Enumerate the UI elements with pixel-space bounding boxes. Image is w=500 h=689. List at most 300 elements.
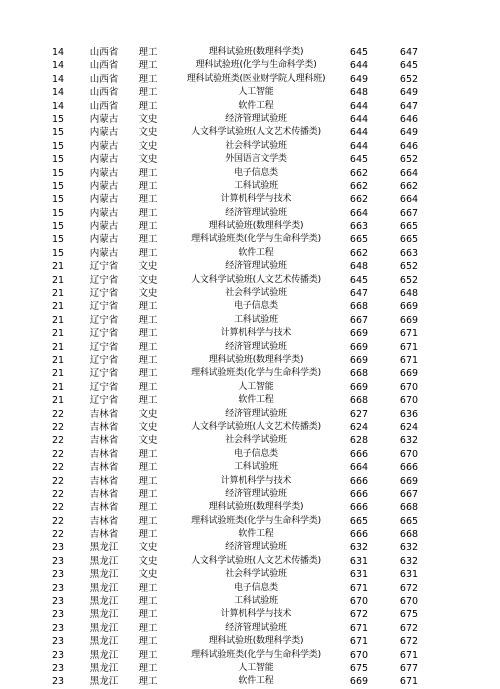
subject-type-cell: 理工 [138,676,158,688]
major-cell: 理科试验班类(化学与生命科学类) [191,234,321,245]
major-cell: 工科试验班 [233,314,278,325]
province-code-cell: 15 [51,167,65,179]
province-code-cell: 23 [51,542,65,554]
table-row [0,113,500,126]
subject-type-cell: 理工 [138,234,158,246]
major-cell: 软件工程 [238,100,274,111]
min-score-cell: 624 [349,421,369,433]
table-row [0,501,500,514]
min-score-cell: 648 [349,87,369,99]
subject-type-cell: 理工 [138,368,158,380]
province-cell: 吉林省 [89,475,119,487]
table-row [0,193,500,206]
table-row [0,207,500,220]
min-score-cell: 669 [349,328,369,340]
province-cell: 黑龙江 [89,609,119,621]
subject-type-cell: 文史 [138,555,158,567]
min-score-cell: 649 [349,73,369,85]
province-cell: 辽宁省 [89,301,119,313]
min-score-cell: 669 [349,341,369,353]
max-score-cell: 632 [399,542,419,554]
table-row [0,408,500,421]
max-score-cell: 671 [399,676,419,688]
max-score-cell: 665 [399,234,419,246]
max-score-cell: 624 [399,421,419,433]
major-cell: 人文科学试验班(人文艺术传播类) [191,127,321,138]
province-cell: 吉林省 [89,529,119,541]
max-score-cell: 668 [399,529,419,541]
province-cell: 辽宁省 [89,328,119,340]
province-cell: 山西省 [89,73,119,85]
province-cell: 黑龙江 [89,582,119,594]
score-table [0,46,500,689]
subject-type-cell: 理工 [138,448,158,460]
province-cell: 内蒙古 [89,167,119,179]
max-score-cell: 672 [399,622,419,634]
table-row [0,394,500,407]
min-score-cell: 662 [349,194,369,206]
major-cell: 经济管理试验班 [225,488,287,499]
min-score-cell: 644 [349,100,369,112]
table-row [0,341,500,354]
table-row [0,260,500,273]
max-score-cell: 671 [399,649,419,661]
subject-type-cell: 理工 [138,475,158,487]
subject-type-cell: 理工 [138,381,158,393]
min-score-cell: 627 [349,408,369,420]
max-score-cell: 669 [399,301,419,313]
major-cell: 人文科学试验班(人文艺术传播类) [191,555,321,566]
min-score-cell: 665 [349,515,369,527]
subject-type-cell: 理工 [138,662,158,674]
province-cell: 辽宁省 [89,314,119,326]
province-cell: 内蒙古 [89,194,119,206]
province-cell: 吉林省 [89,502,119,514]
table-row [0,314,500,327]
province-code-cell: 22 [51,488,65,500]
province-code-cell: 23 [51,569,65,581]
major-cell: 经济管理试验班 [225,261,287,272]
major-cell: 人文科学试验班(人文艺术传播类) [191,274,321,285]
max-score-cell: 652 [399,274,419,286]
min-score-cell: 665 [349,234,369,246]
max-score-cell: 632 [399,555,419,567]
table-row [0,675,500,688]
max-score-cell: 652 [399,261,419,273]
province-code-cell: 21 [51,354,65,366]
min-score-cell: 669 [349,676,369,688]
province-cell: 黑龙江 [89,662,119,674]
major-cell: 理科试验班(化学与生命科学类) [195,60,317,71]
subject-type-cell: 理工 [138,515,158,527]
min-score-cell: 662 [349,180,369,192]
table-row [0,608,500,621]
subject-type-cell: 理工 [138,462,158,474]
province-cell: 内蒙古 [89,127,119,139]
major-cell: 经济管理试验班 [225,408,287,419]
table-row [0,662,500,675]
province-code-cell: 21 [51,274,65,286]
province-cell: 黑龙江 [89,542,119,554]
subject-type-cell: 文史 [138,408,158,420]
major-cell: 经济管理试验班 [225,113,287,124]
province-cell: 吉林省 [89,515,119,527]
min-score-cell: 670 [349,596,369,608]
province-code-cell: 21 [51,328,65,340]
province-cell: 辽宁省 [89,381,119,393]
province-cell: 辽宁省 [89,274,119,286]
subject-type-cell: 文史 [138,435,158,447]
subject-type-cell: 理工 [138,328,158,340]
subject-type-cell: 理工 [138,180,158,192]
province-code-cell: 15 [51,180,65,192]
subject-type-cell: 理工 [138,395,158,407]
major-cell: 外国语言文学类 [225,154,287,165]
max-score-cell: 671 [399,354,419,366]
max-score-cell: 675 [399,609,419,621]
province-code-cell: 21 [51,288,65,300]
min-score-cell: 672 [349,609,369,621]
province-cell: 辽宁省 [89,368,119,380]
table-row [0,59,500,72]
province-cell: 内蒙古 [89,234,119,246]
province-code-cell: 14 [51,100,65,112]
table-row [0,180,500,193]
subject-type-cell: 文史 [138,154,158,166]
province-code-cell: 22 [51,515,65,527]
table-row [0,488,500,501]
min-score-cell: 645 [349,154,369,166]
province-code-cell: 23 [51,596,65,608]
subject-type-cell: 理工 [138,622,158,634]
province-code-cell: 22 [51,435,65,447]
table-row [0,461,500,474]
table-row [0,327,500,340]
subject-type-cell: 文史 [138,113,158,125]
major-cell: 经济管理试验班 [225,207,287,218]
major-cell: 经济管理试验班 [225,341,287,352]
province-code-cell: 21 [51,341,65,353]
major-cell: 理科试验班(数理科学类) [208,502,304,513]
table-row [0,300,500,313]
province-cell: 黑龙江 [89,569,119,581]
max-score-cell: 647 [399,47,419,58]
province-code-cell: 21 [51,395,65,407]
province-code-cell: 23 [51,555,65,567]
province-code-cell: 23 [51,676,65,688]
table-row [0,568,500,581]
province-cell: 内蒙古 [89,113,119,125]
min-score-cell: 666 [349,488,369,500]
table-row [0,595,500,608]
max-score-cell: 647 [399,100,419,112]
max-score-cell: 670 [399,381,419,393]
subject-type-cell: 理工 [138,354,158,366]
table-row [0,140,500,153]
province-cell: 吉林省 [89,421,119,433]
province-code-cell: 15 [51,194,65,206]
table-row [0,46,500,59]
table-row [0,126,500,139]
min-score-cell: 666 [349,502,369,514]
province-cell: 黑龙江 [89,555,119,567]
table-row [0,86,500,99]
min-score-cell: 669 [349,381,369,393]
major-cell: 理科试验班(数理科学类) [208,47,304,57]
major-cell: 计算机科学与技术 [220,475,292,486]
major-cell: 软件工程 [238,529,274,540]
province-code-cell: 15 [51,234,65,246]
max-score-cell: 667 [399,207,419,219]
max-score-cell: 652 [399,73,419,85]
table-row [0,515,500,528]
province-cell: 内蒙古 [89,207,119,219]
max-score-cell: 631 [399,569,419,581]
subject-type-cell: 文史 [138,421,158,433]
major-cell: 电子信息类 [233,448,278,459]
province-code-cell: 22 [51,448,65,460]
table-row [0,582,500,595]
province-cell: 黑龙江 [89,676,119,688]
major-cell: 经济管理试验班 [225,622,287,633]
major-cell: 社会科学试验班 [225,140,287,151]
min-score-cell: 675 [349,662,369,674]
province-code-cell: 14 [51,47,65,58]
min-score-cell: 644 [349,60,369,72]
province-code-cell: 22 [51,529,65,541]
max-score-cell: 667 [399,488,419,500]
province-code-cell: 15 [51,247,65,259]
table-row [0,274,500,287]
major-cell: 社会科学试验班 [225,288,287,299]
subject-type-cell: 理工 [138,221,158,233]
max-score-cell: 646 [399,140,419,152]
table-row [0,635,500,648]
subject-type-cell: 理工 [138,314,158,326]
max-score-cell: 672 [399,636,419,648]
max-score-cell: 646 [399,113,419,125]
table-row [0,434,500,447]
min-score-cell: 628 [349,435,369,447]
table-row [0,100,500,113]
min-score-cell: 666 [349,529,369,541]
province-cell: 吉林省 [89,435,119,447]
subject-type-cell: 理工 [138,596,158,608]
major-cell: 人工智能 [238,87,274,98]
major-cell: 计算机科学与技术 [220,194,292,205]
major-cell: 软件工程 [238,247,274,258]
province-code-cell: 23 [51,649,65,661]
subject-type-cell: 理工 [138,502,158,514]
min-score-cell: 645 [349,274,369,286]
min-score-cell: 668 [349,301,369,313]
subject-type-cell: 理工 [138,87,158,99]
province-code-cell: 22 [51,421,65,433]
subject-type-cell: 文史 [138,569,158,581]
major-cell: 电子信息类 [233,167,278,178]
subject-type-cell: 理工 [138,247,158,259]
max-score-cell: 672 [399,582,419,594]
table-row [0,354,500,367]
major-cell: 人文科学试验班(人文艺术传播类) [191,421,321,432]
max-score-cell: 670 [399,596,419,608]
table-row [0,153,500,166]
table-row [0,367,500,380]
max-score-cell: 665 [399,221,419,233]
subject-type-cell: 理工 [138,488,158,500]
province-cell: 黑龙江 [89,622,119,634]
subject-type-cell: 理工 [138,582,158,594]
max-score-cell: 664 [399,167,419,179]
province-cell: 黑龙江 [89,636,119,648]
table-row [0,381,500,394]
table-row [0,448,500,461]
min-score-cell: 632 [349,542,369,554]
province-cell: 内蒙古 [89,221,119,233]
province-code-cell: 14 [51,60,65,72]
min-score-cell: 664 [349,462,369,474]
province-code-cell: 15 [51,221,65,233]
min-score-cell: 670 [349,649,369,661]
province-code-cell: 22 [51,408,65,420]
subject-type-cell: 理工 [138,529,158,541]
province-code-cell: 21 [51,368,65,380]
max-score-cell: 666 [399,462,419,474]
min-score-cell: 644 [349,113,369,125]
province-cell: 吉林省 [89,462,119,474]
max-score-cell: 670 [399,395,419,407]
min-score-cell: 663 [349,221,369,233]
province-code-cell: 15 [51,207,65,219]
max-score-cell: 663 [399,247,419,259]
subject-type-cell: 理工 [138,609,158,621]
max-score-cell: 662 [399,180,419,192]
subject-type-cell: 文史 [138,140,158,152]
province-cell: 辽宁省 [89,288,119,300]
min-score-cell: 666 [349,475,369,487]
max-score-cell: 636 [399,408,419,420]
subject-type-cell: 文史 [138,542,158,554]
province-cell: 辽宁省 [89,395,119,407]
min-score-cell: 645 [349,47,369,58]
min-score-cell: 662 [349,247,369,259]
table-row [0,555,500,568]
province-code-cell: 23 [51,662,65,674]
subject-type-cell: 理工 [138,649,158,661]
province-code-cell: 22 [51,502,65,514]
table-row [0,167,500,180]
table-row [0,247,500,260]
table-row [0,622,500,635]
subject-type-cell: 文史 [138,127,158,139]
province-code-cell: 21 [51,314,65,326]
table-row [0,475,500,488]
min-score-cell: 671 [349,582,369,594]
max-score-cell: 649 [399,87,419,99]
province-cell: 内蒙古 [89,154,119,166]
province-code-cell: 23 [51,636,65,648]
min-score-cell: 666 [349,448,369,460]
province-code-cell: 14 [51,73,65,85]
subject-type-cell: 理工 [138,47,158,58]
major-cell: 计算机科学与技术 [220,609,292,620]
province-cell: 内蒙古 [89,180,119,192]
min-score-cell: 664 [349,207,369,219]
province-cell: 辽宁省 [89,354,119,366]
subject-type-cell: 理工 [138,194,158,206]
major-cell: 软件工程 [238,395,274,406]
province-cell: 内蒙古 [89,247,119,259]
major-cell: 理科试验班类(化学与生命科学类) [191,368,321,379]
major-cell: 计算机科学与技术 [220,328,292,339]
major-cell: 软件工程 [238,676,274,687]
subject-type-cell: 理工 [138,60,158,72]
province-cell: 吉林省 [89,488,119,500]
min-score-cell: 631 [349,555,369,567]
province-code-cell: 21 [51,301,65,313]
province-cell: 辽宁省 [89,341,119,353]
province-cell: 山西省 [89,47,119,58]
subject-type-cell: 理工 [138,73,158,85]
table-row [0,649,500,662]
min-score-cell: 662 [349,167,369,179]
table-body [0,46,500,689]
province-code-cell: 15 [51,113,65,125]
max-score-cell: 645 [399,60,419,72]
max-score-cell: 648 [399,288,419,300]
major-cell: 电子信息类 [233,582,278,593]
major-cell: 人工智能 [238,662,274,673]
major-cell: 社会科学试验班 [225,569,287,580]
min-score-cell: 644 [349,140,369,152]
major-cell: 理科试验班类(化学与生命科学类) [191,515,321,526]
province-cell: 辽宁省 [89,261,119,273]
max-score-cell: 671 [399,328,419,340]
province-code-cell: 15 [51,140,65,152]
major-cell: 人工智能 [238,381,274,392]
table-row [0,421,500,434]
max-score-cell: 632 [399,435,419,447]
min-score-cell: 644 [349,127,369,139]
subject-type-cell: 理工 [138,341,158,353]
max-score-cell: 652 [399,154,419,166]
province-cell: 山西省 [89,100,119,112]
max-score-cell: 668 [399,502,419,514]
major-cell: 社会科学试验班 [225,435,287,446]
province-cell: 黑龙江 [89,649,119,661]
min-score-cell: 671 [349,622,369,634]
max-score-cell: 664 [399,194,419,206]
major-cell: 理科试验班类(医业财学院人理科班) [186,73,326,84]
max-score-cell: 669 [399,368,419,380]
major-cell: 工科试验班 [233,596,278,607]
province-code-cell: 15 [51,154,65,166]
max-score-cell: 677 [399,662,419,674]
province-code-cell: 21 [51,261,65,273]
major-cell: 理科试验班(数理科学类) [208,636,304,647]
table-row [0,287,500,300]
min-score-cell: 647 [349,288,369,300]
province-code-cell: 23 [51,622,65,634]
major-cell: 经济管理试验班 [225,542,287,553]
subject-type-cell: 理工 [138,167,158,179]
max-score-cell: 670 [399,448,419,460]
major-cell: 理科试验班类(化学与生命科学类) [191,649,321,660]
province-code-cell: 23 [51,609,65,621]
max-score-cell: 669 [399,475,419,487]
max-score-cell: 671 [399,341,419,353]
major-cell: 工科试验班 [233,180,278,191]
